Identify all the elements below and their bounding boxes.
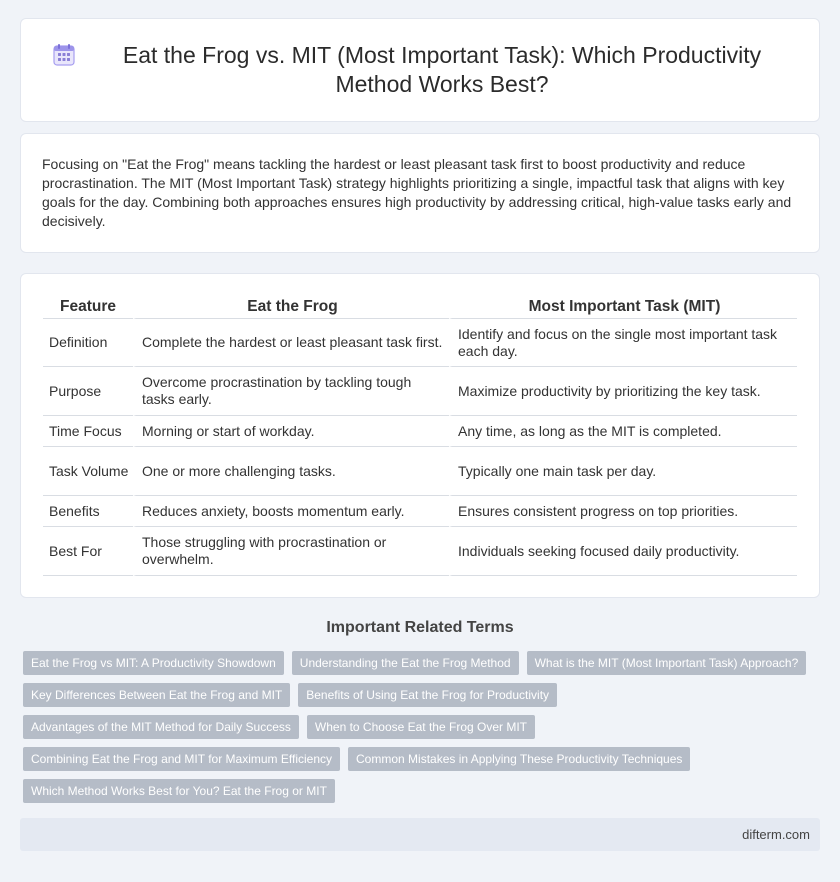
row-eat-the-frog-cell: Morning or start of workday.	[133, 416, 449, 447]
row-feature-cell: Definition	[43, 319, 133, 367]
table-header-row	[43, 294, 797, 319]
comparison-table-card	[20, 273, 820, 598]
title-card	[20, 18, 820, 122]
related-term-link[interactable]: Eat the Frog vs MIT: A Productivity Showdown	[23, 651, 284, 675]
row-eat-the-frog-cell: Complete the hardest or least pleasant task first.	[133, 319, 449, 367]
table-row	[43, 447, 797, 496]
related-term-link[interactable]: Common Mistakes in Applying These Productivity Techniques	[348, 747, 690, 771]
row-mit-cell: Identify and focus on the single most important task each day.	[449, 319, 797, 367]
calendar-icon	[51, 42, 77, 68]
row-eat-the-frog-cell: Those struggling with procrastination or overwhelm.	[133, 527, 449, 576]
row-mit-cell: Maximize productivity by prioritizing the key task.	[449, 367, 797, 416]
page-title: Eat the Frog vs. MIT (Most Important Task): Which Productivity Method Works Best?	[122, 42, 762, 97]
footer-bar	[20, 818, 820, 851]
row-feature-cell: Purpose	[43, 367, 133, 416]
row-mit-cell: Any time, as long as the MIT is completed.	[449, 416, 797, 447]
table-row	[43, 367, 797, 416]
row-mit-cell: Individuals seeking focused daily productivity.	[449, 527, 797, 576]
header-mit: Most Important Task (MIT)	[449, 294, 797, 319]
row-feature-cell: Best For	[43, 527, 133, 576]
related-term-link[interactable]: Understanding the Eat the Frog Method	[292, 651, 519, 675]
intro-paragraph: Focusing on "Eat the Frog" means tackling the hardest or least pleasant task first to boost productivity and reduce procrastination. The MIT (Most Important Task) strategy highlights prioritizing a single, impactful task that aligns with key goals for the day. Combining both approaches ensures high productivity by addressing critical, high-value tasks early and decisively.	[42, 156, 792, 229]
header-eat-the-frog: Eat the Frog	[133, 294, 449, 319]
table-row	[43, 527, 797, 576]
row-mit-cell: Typically one main task per day.	[449, 447, 797, 496]
row-eat-the-frog-cell: Reduces anxiety, boosts momentum early.	[133, 496, 449, 527]
row-mit-cell: Ensures consistent progress on top priorities.	[449, 496, 797, 527]
row-eat-the-frog-cell: Overcome procrastination by tackling tough tasks early.	[133, 367, 449, 416]
related-term-link[interactable]: Advantages of the MIT Method for Daily Success	[23, 715, 299, 739]
related-term-link[interactable]: Benefits of Using Eat the Frog for Productivity	[298, 683, 557, 707]
related-term-link[interactable]: Which Method Works Best for You? Eat the Frog or MIT	[23, 779, 335, 803]
row-feature-cell: Benefits	[43, 496, 133, 527]
row-feature-cell: Time Focus	[43, 416, 133, 447]
table-row	[43, 319, 797, 367]
related-term-link[interactable]: Key Differences Between Eat the Frog and MIT	[23, 683, 290, 707]
footer-site-link[interactable]: difterm.com	[742, 827, 810, 842]
related-term-link[interactable]: When to Choose Eat the Frog Over MIT	[307, 715, 535, 739]
table-row	[43, 496, 797, 527]
comparison-table	[43, 294, 797, 576]
related-terms-title: Important Related Terms	[326, 619, 514, 636]
header-feature: Feature	[43, 294, 133, 319]
related-term-link[interactable]: What is the MIT (Most Important Task) Approach?	[527, 651, 807, 675]
intro-card	[20, 133, 820, 253]
related-term-link[interactable]: Combining Eat the Frog and MIT for Maximum Efficiency	[23, 747, 340, 771]
row-eat-the-frog-cell: One or more challenging tasks.	[133, 447, 449, 496]
related-terms-list	[23, 651, 823, 803]
row-feature-cell: Task Volume	[43, 447, 133, 496]
table-row	[43, 416, 797, 447]
